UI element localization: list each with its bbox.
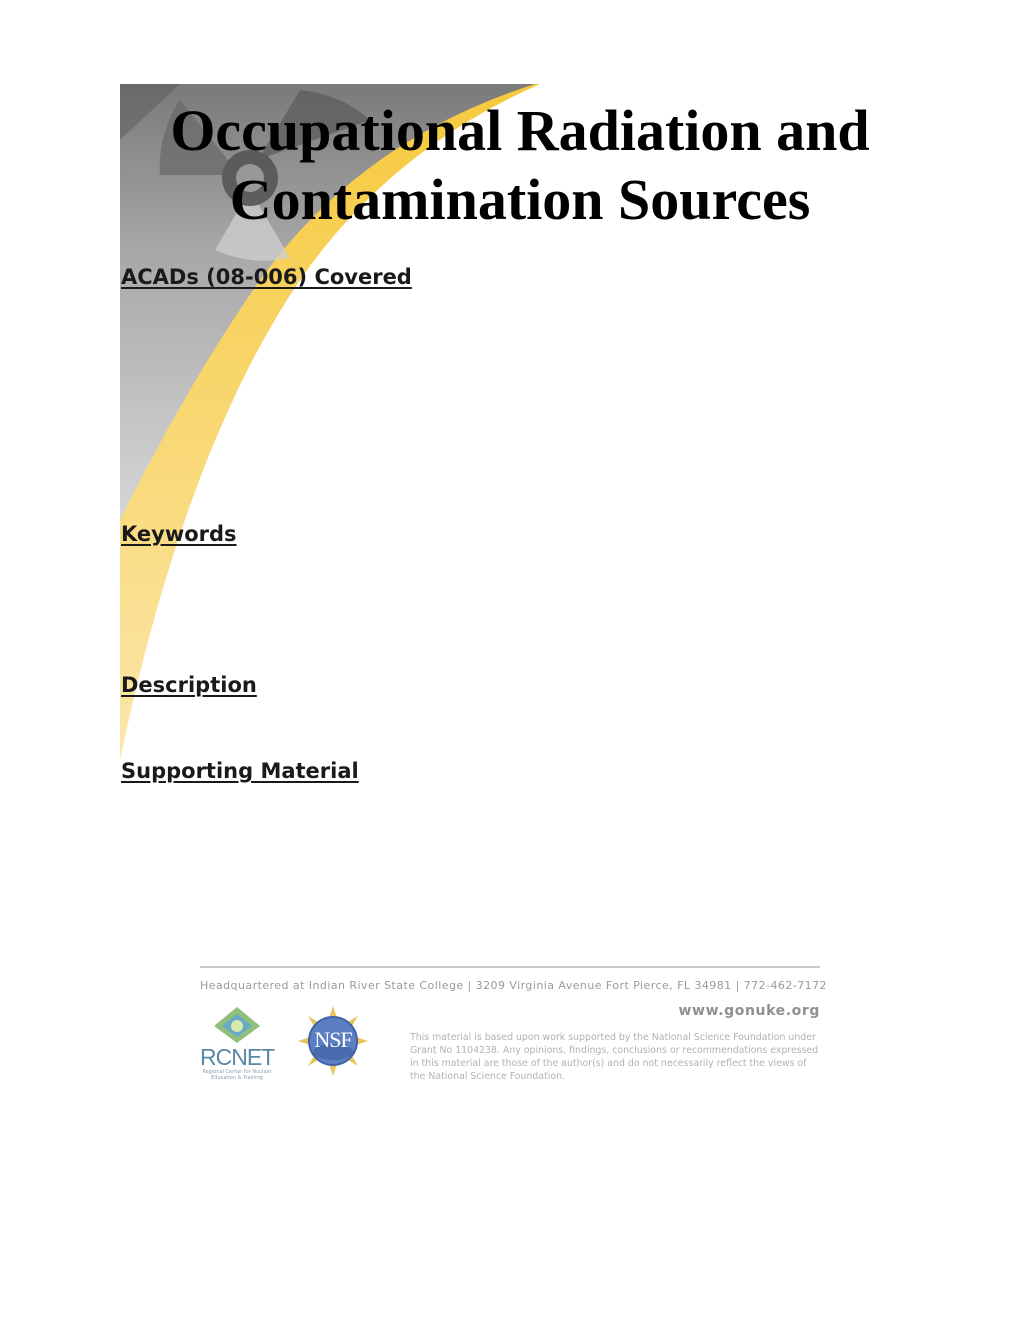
page-footer (200, 966, 827, 1086)
title-line-2: Contamination Sources (229, 167, 811, 232)
footer-address: Headquartered at Indian River State College | 3209 Virginia Avenue Fort Pierce, FL 34981 | 772-462-7172 (200, 979, 827, 992)
footer-disclaimer: This material is based upon work supported by the National Science Foundation under Grant No 1104238. Any opinions, findings, conclusions or recommendations expressed in this material are those of the author(s) and do not necessarily reflect the views of the National Science Foundation. (410, 1032, 819, 1082)
footer-website: www.gonuke.org (678, 1003, 820, 1019)
keywords-heading: Keywords (121, 522, 237, 546)
description-heading: Description (121, 673, 257, 697)
nsf-seal-icon (298, 1006, 368, 1076)
nsf-logo-text: NSF (314, 1027, 352, 1052)
rcnet-logo (200, 1006, 274, 1082)
rcnet-tagline: Regional Center for Nuclear Education & Training (202, 1069, 272, 1081)
supporting-material-heading: Supporting Material (121, 759, 359, 783)
rcnet-logo-text: RCNET (200, 1044, 275, 1070)
page-title (120, 96, 920, 234)
rcnet-emblem-icon (212, 1006, 262, 1044)
acads-covered-heading: ACADs (08-006) Covered (121, 265, 412, 289)
footer-divider (200, 966, 820, 968)
title-line-1: Occupational Radiation and (170, 98, 870, 163)
